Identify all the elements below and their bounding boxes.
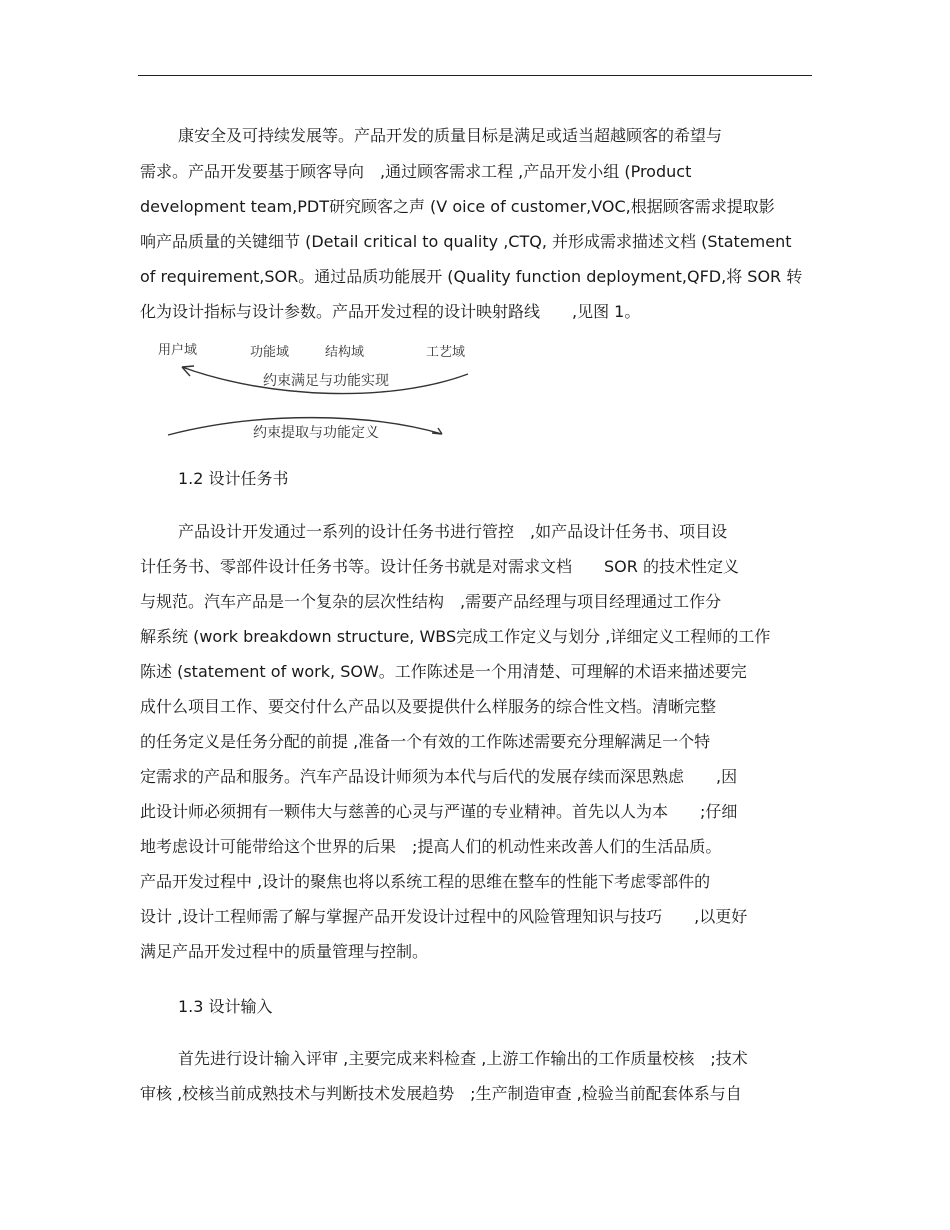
paragraph-line: 的任务定义是任务分配的前提 ,准备一个有效的工作陈述需要充分理解满足一个特 <box>140 732 711 751</box>
paragraph-line: 化为设计指标与设计参数。产品开发过程的设计映射路线 ,见图 1。 <box>140 302 641 321</box>
paragraph-line: 满足产品开发过程中的质量管理与控制。 <box>140 942 429 961</box>
paragraph-line: 定需求的产品和服务。汽车产品设计师须为本代与后代的发展存续而深思熟虑 ,因 <box>140 767 738 786</box>
paragraph-line: 康安全及可持续发展等。产品开发的质量目标是满足或适当超越顾客的希望与 <box>178 126 723 145</box>
paragraph-line: 解系统 (work breakdown structure, WBS完成工作定义与划分 ,详细定义工程师的工作 <box>140 627 771 646</box>
paragraph-line: 陈述 (statement of work, SOW。工作陈述是一个用清楚、可理解的术语来描述要完 <box>140 662 747 681</box>
paragraph-line: 计任务书、零部件设计任务书等。设计任务书就是对需求文档 SOR 的技术性定义 <box>140 557 739 576</box>
section-heading-1-3: 1.3 设计输入 <box>178 997 273 1016</box>
section-heading-1-2: 1.2 设计任务书 <box>178 469 289 488</box>
lower-arrow-label: 约束提取与功能定义 <box>253 425 379 441</box>
paragraph-line: 地考虑设计可能带给这个世界的后果 ;提高人们的机动性来改善人们的生活品质。 <box>140 837 722 856</box>
paragraph-line: 产品开发过程中 ,设计的聚焦也将以系统工程的思维在整车的性能下考虑零部件的 <box>140 872 711 891</box>
paragraph-line: 设计 ,设计工程师需了解与掌握产品开发设计过程中的风险管理知识与技巧 ,以更好 <box>140 907 748 926</box>
paragraph-line: 审核 ,校核当前成熟技术与判断技术发展趋势 ;生产制造审查 ,检验当前配套体系与自 <box>140 1084 742 1103</box>
header-rule <box>138 75 812 76</box>
design-mapping-diagram <box>150 333 480 443</box>
structure-domain-label: 结构域 <box>325 345 365 360</box>
paragraph-line: 需求。产品开发要基于顾客导向 ,通过顾客需求工程 ,产品开发小组 (Product <box>140 162 692 181</box>
user-domain-label: 用户域 <box>158 343 198 358</box>
function-domain-label: 功能域 <box>250 345 290 360</box>
paragraph-line: 此设计师必须拥有一颗伟大与慈善的心灵与严谨的专业精神。首先以人为本 ;仔细 <box>140 802 738 821</box>
paragraph-line: 首先进行设计输入评审 ,主要完成来料检查 ,上游工作输出的工作质量校核 ;技术 <box>178 1049 748 1068</box>
paragraph-line: 响产品质量的关键细节 (Detail critical to quality ,CTQ, 并形成需求描述文档 (Statement <box>140 232 792 251</box>
upper-arrow-label: 约束满足与功能实现 <box>263 373 389 389</box>
paragraph-line: of requirement,SOR。通过品质功能展开 (Quality function deployment,QFD,将 SOR 转 <box>140 267 803 286</box>
process-domain-label: 工艺域 <box>426 345 466 360</box>
paragraph-line: 产品设计开发通过一系列的设计任务书进行管控 ,如产品设计任务书、项目设 <box>178 522 728 541</box>
paragraph-line: development team,PDT研究顾客之声 (V oice of customer,VOC,根据顾客需求提取影 <box>140 197 775 216</box>
paragraph-line: 与规范。汽车产品是一个复杂的层次性结构 ,需要产品经理与项目经理通过工作分 <box>140 592 722 611</box>
design-mapping-figure <box>150 333 480 443</box>
paragraph-line: 成什么项目工作、要交付什么产品以及要提供什么样服务的综合性文档。清晰完整 <box>140 697 717 716</box>
